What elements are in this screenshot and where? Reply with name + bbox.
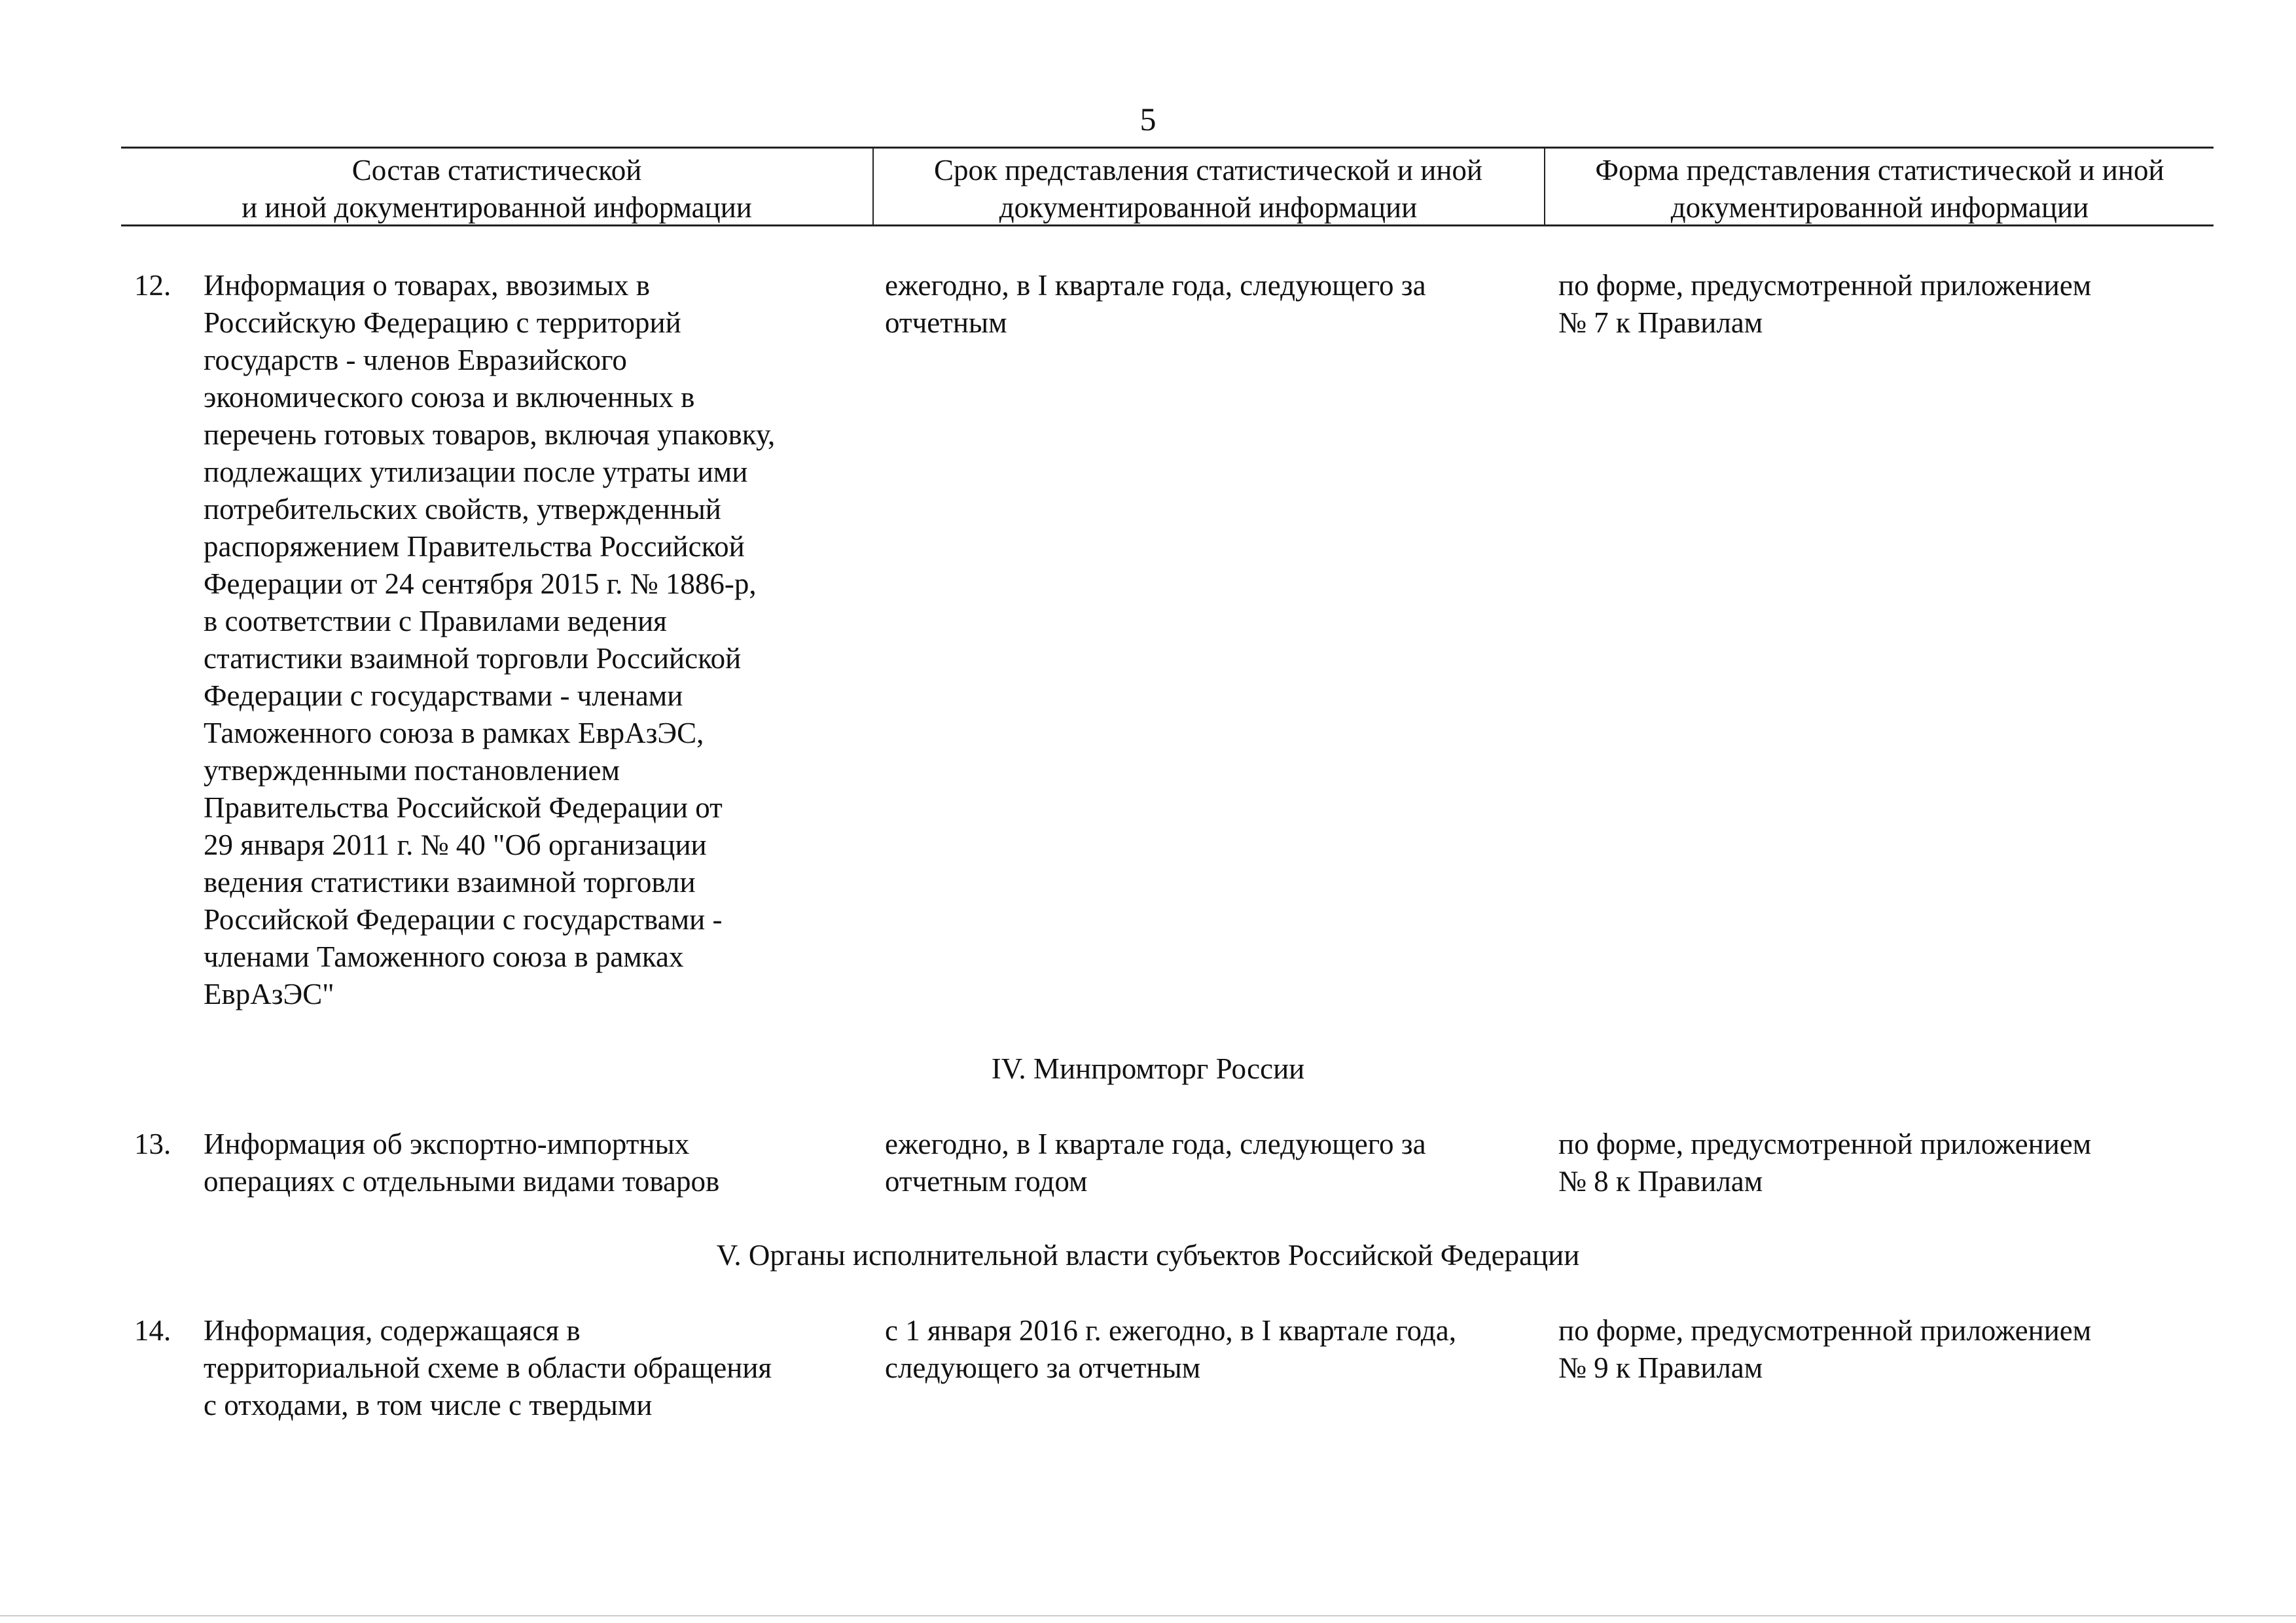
text-line: Российскую Федерацию с территорий — [204, 306, 681, 339]
text-line: статистики взаимной торговли Российской — [204, 642, 742, 675]
text-line: по форме, предусмотренной приложением — [1558, 1128, 2092, 1160]
row-form — [1558, 267, 2213, 342]
row-form — [1558, 1312, 2213, 1387]
text-line: Информация об экспортно-импортных — [204, 1128, 690, 1160]
header-deadline — [874, 152, 1543, 226]
text-line: утвержденными постановлением — [204, 754, 620, 787]
row-number: 12. — [134, 269, 171, 302]
row-deadline — [885, 267, 1539, 342]
header-divider — [1544, 148, 1545, 224]
text-line: с отходами, в том числе с твердыми — [204, 1389, 653, 1421]
text-line: территориальной схеме в области обращения — [204, 1351, 772, 1384]
text-line: в соответствии с Правилами ведения — [204, 605, 667, 637]
row-number: 13. — [134, 1128, 171, 1160]
row-number: 14. — [134, 1314, 171, 1347]
text-line: Информация, содержащаяся в — [204, 1314, 581, 1347]
text-line: отчетным — [885, 306, 1007, 339]
row-deadline — [885, 1126, 1539, 1200]
row-deadline — [885, 1312, 1539, 1387]
text-line: по форме, предусмотренной приложением — [1558, 1314, 2092, 1347]
text-line: № 9 к Правилам — [1558, 1351, 1763, 1384]
text-line: экономического союза и включенных в — [204, 381, 695, 414]
text-line: Федерации с государствами - членами — [204, 679, 683, 712]
text-line: членами Таможенного союза в рамках — [204, 940, 684, 973]
text-line: отчетным годом — [885, 1165, 1088, 1198]
section-heading: IV. Минпромторг России — [991, 1052, 1305, 1085]
text-line: № 7 к Правилам — [1558, 306, 1763, 339]
text-line: подлежащих утилизации после утраты ими — [204, 455, 748, 488]
row-form — [1558, 1126, 2213, 1200]
header-composition — [121, 152, 872, 226]
table-header-top-rule — [121, 147, 2214, 149]
header-line: Срок представления статистической и иной — [934, 154, 1482, 187]
text-line: ЕврАзЭС" — [204, 978, 334, 1010]
row-composition — [204, 267, 858, 1013]
text-line: ведения статистики взаимной торговли — [204, 866, 696, 899]
text-line: ежегодно, в I квартале года, следующего за — [885, 269, 1426, 302]
header-line: документированной информации — [999, 191, 1418, 224]
table-header-bottom-rule — [121, 224, 2214, 226]
text-line: с 1 января 2016 г. ежегодно, в I квартале года, — [885, 1314, 1456, 1347]
text-line: следующего за отчетным — [885, 1351, 1201, 1384]
section-heading: V. Органы исполнительной власти субъектов Российской Федерации — [716, 1239, 1580, 1272]
header-line: документированной информации — [1670, 191, 2089, 224]
text-line: Российской Федерации с государствами - — [204, 903, 723, 936]
text-line: ежегодно, в I квартале года, следующего за — [885, 1128, 1426, 1160]
page-bottom-edge — [0, 1615, 2296, 1616]
text-line: операциях с отдельными видами товаров — [204, 1165, 720, 1198]
row-composition — [204, 1126, 858, 1200]
page-number: 5 — [1139, 101, 1157, 137]
header-line: Форма представления статистической и иной — [1595, 154, 2164, 187]
text-line: перечень готовых товаров, включая упаковку, — [204, 418, 776, 451]
text-line: 29 января 2011 г. № 40 "Об организации — [204, 829, 707, 861]
header-line: Состав статистической — [351, 154, 642, 187]
text-line: Информация о товарах, ввозимых в — [204, 269, 650, 302]
text-line: Правительства Российской Федерации от — [204, 791, 723, 824]
text-line: государств - членов Евразийского — [204, 344, 627, 376]
text-line: Федерации от 24 сентября 2015 г. № 1886-р, — [204, 567, 757, 600]
text-line: по форме, предусмотренной приложением — [1558, 269, 2092, 302]
text-line: распоряжением Правительства Российской — [204, 530, 745, 563]
text-line: Таможенного союза в рамках ЕврАзЭС, — [204, 717, 704, 749]
header-form — [1546, 152, 2214, 226]
text-line: потребительских свойств, утвержденный — [204, 493, 721, 526]
header-line: и иной документированной информации — [242, 191, 752, 224]
row-composition — [204, 1312, 858, 1424]
text-line: № 8 к Правилам — [1558, 1165, 1763, 1198]
